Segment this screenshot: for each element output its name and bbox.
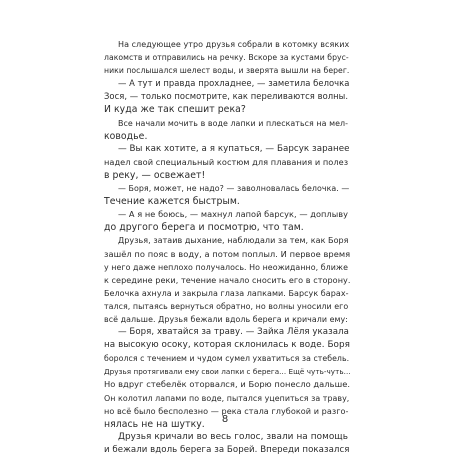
- text-line: до другого берега и посмотрю, что там.: [104, 222, 304, 234]
- text-line: Белочка ахнула и закрыла глаза лапками. Барсук барах-: [104, 288, 349, 298]
- text-line: и бежали вдоль берега за Борей. Впереди показался: [104, 444, 350, 455]
- text-line: в реку, — освежает!: [104, 169, 206, 181]
- text-line: на высокую осоку, которая склонилась к воде. Боря: [104, 340, 350, 351]
- text-line: лакомств и отправились на речку. Вскоре за кустами брус-: [104, 53, 349, 63]
- text-line: к середине реки, течение начало сносить его в сторону.: [104, 274, 351, 285]
- text-line: но всё было бесполезно — река стала глубокой и разго-: [104, 405, 349, 416]
- text-line: нялась не на шутку.: [104, 418, 205, 430]
- text-line: Все начали мочить в воде лапки и плескаться на мел-: [118, 118, 348, 128]
- text-line: Зося, — только посмотрите, как переливаются волны.: [104, 91, 349, 102]
- text-line: ники послышался шелест воды, и зверята вышли на берег.: [104, 66, 350, 76]
- text-line: у него даже неплохо получалось. Но неожиданно, ближе: [104, 262, 348, 272]
- text-line: зашёл по пояс в воду, а потом поплыл. И первое время: [104, 248, 351, 259]
- text-line: — А я не боюсь, — махнул лапой барсук, — доплыву: [118, 209, 348, 220]
- text-line: — Боря, хватайся за траву. — Зайка Лёля указала: [118, 327, 349, 338]
- text-line: Он колотил лапами по воде, пытался уцепиться за траву,: [104, 393, 350, 403]
- text-line: И куда же так спешит река?: [104, 104, 246, 116]
- text-line: Друзья кричали во весь голос, звали на помощь: [118, 431, 348, 442]
- text-line: Течение кажется быстрым.: [104, 196, 240, 208]
- text-line: Друзья, затаив дыхание, наблюдали за тем, как Боря: [118, 236, 349, 246]
- text-line: всё дальше. Друзья бежали вдоль берега и кричали ему:: [104, 314, 348, 324]
- body-text: [104, 38, 351, 457]
- text-line: — Боря, может, не надо? — заволновалась белочка. —: [118, 184, 350, 194]
- page-number: 8: [221, 414, 229, 425]
- text-line: На следующее утро друзья собрали в котомку всяких: [118, 40, 350, 49]
- text-line: тался, пытаясь вернуться обратно, но волны уносили его: [104, 301, 349, 311]
- text-line: надел свой специальный костюм для плавания и полез: [104, 156, 349, 167]
- text-line: ководье.: [104, 130, 148, 142]
- text-line: — Вы как хотите, а я купаться, — Барсук заранее: [118, 143, 350, 154]
- text-line: — А тут и правда прохладнее, — заметила белочка: [118, 78, 350, 89]
- text-line: боролся с течением и чудом сумел ухватиться за стебель.: [104, 354, 350, 364]
- text-line: Друзья протягивали ему свои лапки с берега... Ещё чуть-чуть...: [104, 367, 351, 377]
- text-line: Но вдруг стебелёк оторвался, и Борю понесло дальше.: [104, 379, 351, 390]
